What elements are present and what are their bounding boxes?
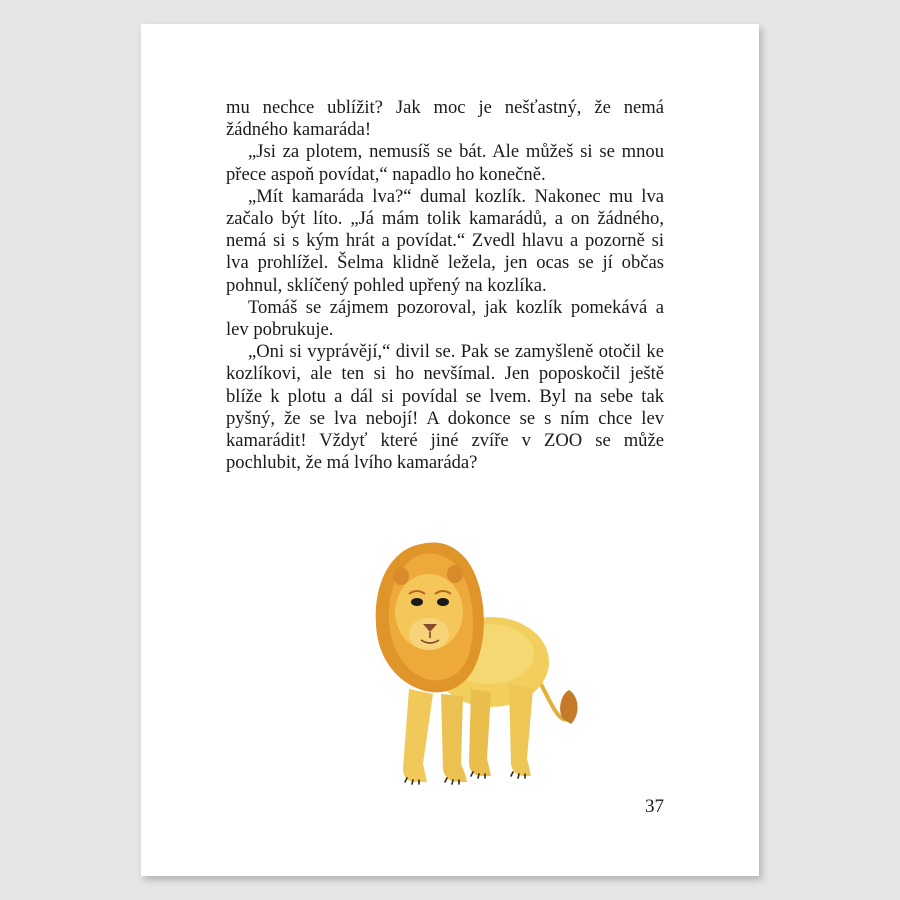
paragraph-4: Tomáš se zájmem pozoroval, jak kozlík pomekává a lev pobrukuje. — [226, 296, 664, 341]
page-text — [226, 97, 664, 474]
paragraph-5: „Oni si vyprávějí,“ divil se. Pak se zamyšleně otočil ke kozlíkovi, ale ten si ho nevšímal. Jen poposkočil ještě blíže k plotu a dál si povídal se lvem. Byl na sebe tak pyšný, že se lva nebojí! A dokonce se s ním chce lev kamarádit! Vždyť které jiné zvíře v ZOO se může pochlubit, že má lvího kamaráda? — [226, 341, 664, 474]
paragraph-3: „Mít kamaráda lva?“ dumal kozlík. Nakonec mu lva začalo být líto. „Já mám tolik kamarádů, a on žádného, nemá si s kým hrát a povídat.“ Zvedl hlavu a pozorně si lva prohlížel. Šelma klidně ležela, jen ocas se jí občas pohnul, sklíčený pohled upřený na kozlíka. — [226, 185, 664, 296]
paragraph-1: mu nechce ublížit? Jak moc je nešťastný, že nemá žádného kamaráda! — [226, 97, 664, 141]
page-number: 37 — [645, 796, 664, 817]
lion-illustration — [341, 514, 586, 799]
paragraph-2: „Jsi za plotem, nemusíš se bát. Ale můžeš si se mnou přece aspoň povídat,“ napadlo ho konečně. — [226, 141, 664, 185]
book-page — [141, 24, 759, 876]
